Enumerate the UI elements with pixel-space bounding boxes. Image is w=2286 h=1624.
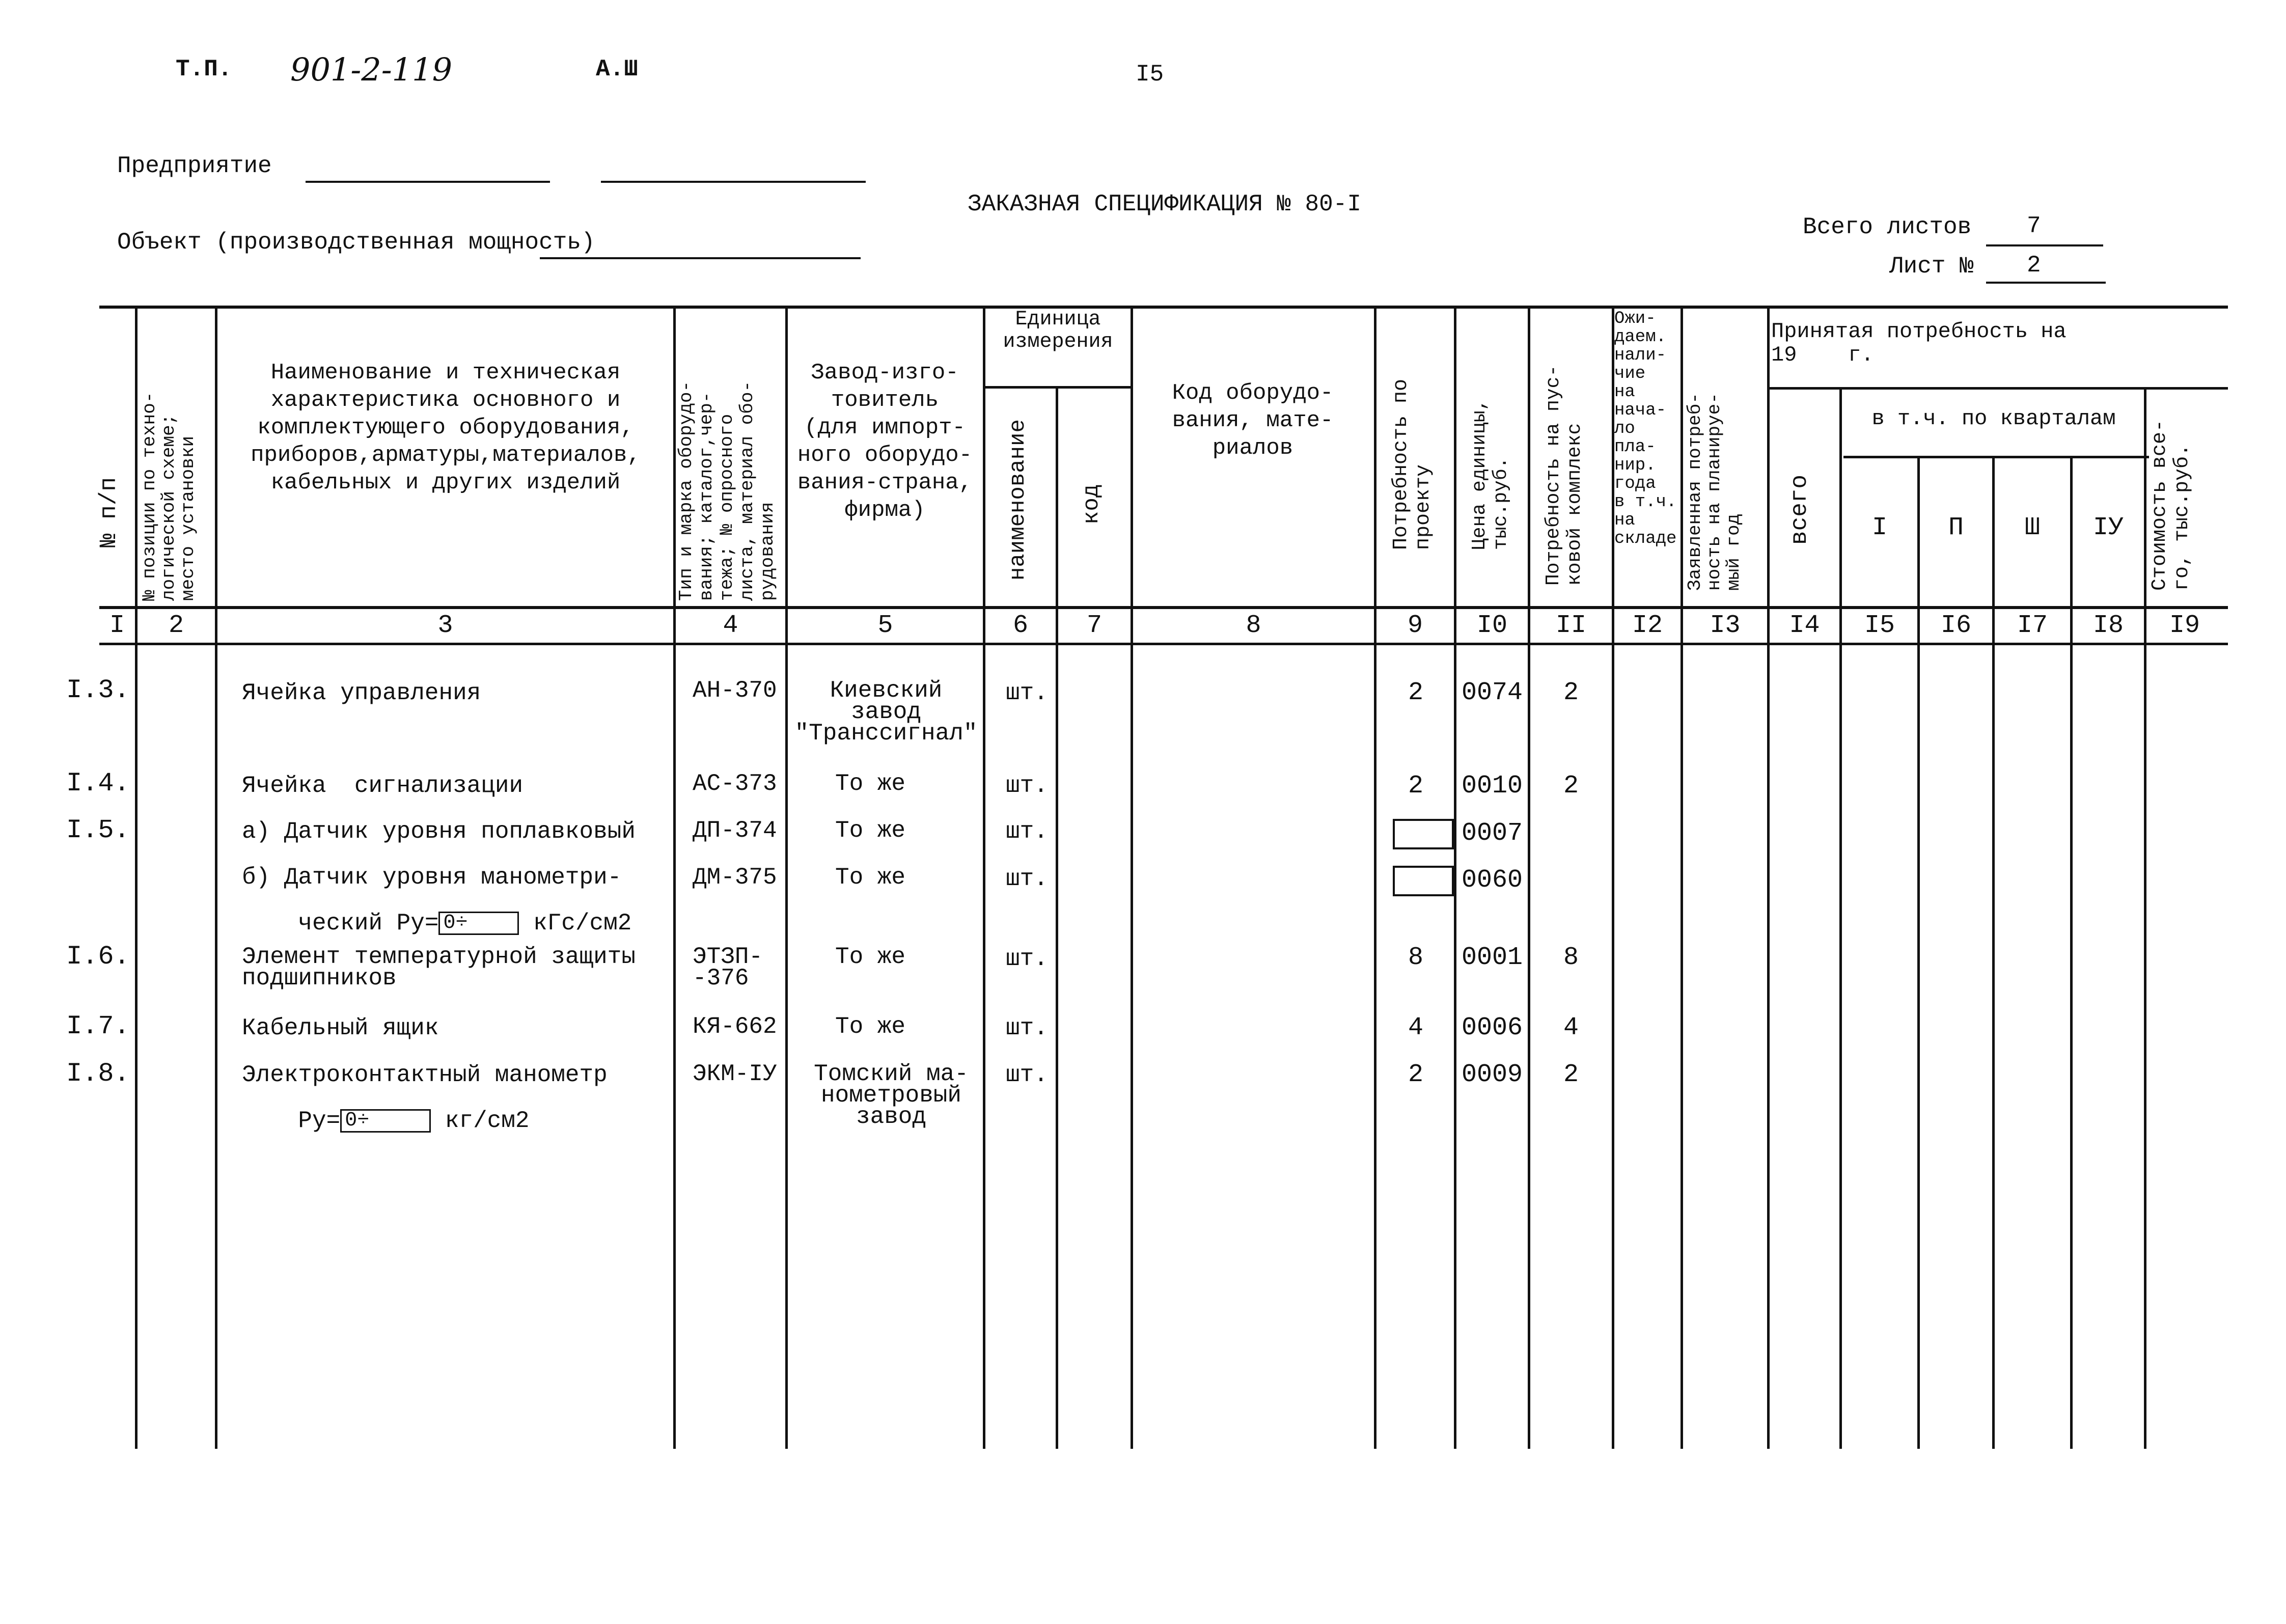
- row-2-maker: То же: [835, 770, 906, 797]
- sheet-value: 2: [2027, 252, 2041, 279]
- header-col-16: П: [1948, 513, 1964, 542]
- column-numbers-line: [99, 643, 2228, 645]
- row-3-price: 0007: [1462, 819, 1523, 848]
- row-7-price: 0009: [1462, 1060, 1523, 1089]
- total-sheets-value: 7: [2027, 213, 2041, 239]
- col-line-17: [2070, 456, 2073, 1449]
- row-6-maker: То же: [835, 1013, 906, 1040]
- colnum-4: 4: [723, 611, 738, 640]
- album-label: А.Ш: [596, 56, 638, 82]
- header-col-3: Наименование и техническая характеристика основного и комплектующего оборудования, приборов,арматуры,материалов, кабельных и других изделий: [251, 360, 641, 496]
- row-3-type: ДП-374: [693, 817, 777, 844]
- header-col-12: Ожи- даем. нали- чие на нача- ло пла- нир. года в т.ч. на складе: [1614, 309, 1677, 548]
- col-line-8: [1374, 306, 1376, 1449]
- object-label: Объект (производственная мощность): [117, 229, 595, 256]
- header-accepted-group: Принятая потребность на 19 г.: [1771, 319, 2067, 367]
- col-line-1: [135, 306, 137, 1449]
- row-6-name: Кабельный ящик: [242, 1015, 439, 1041]
- object-underline: [540, 257, 861, 259]
- spec-title: ЗАКАЗНАЯ СПЕЦИФИКАЦИЯ № 80-I: [968, 191, 1361, 217]
- row-2-price: 0010: [1462, 772, 1523, 801]
- colnum-17: I7: [2017, 611, 2048, 640]
- row-7-name-line-1: Электроконтактный манометр: [242, 1062, 608, 1088]
- sheet-label: Лист №: [1889, 253, 1974, 280]
- col-line-6: [1056, 386, 1058, 1449]
- row-1-unit: шт.: [1006, 680, 1048, 706]
- row-1-maker: Киевский завод "Транссигнал": [794, 677, 978, 747]
- header-col-8: Код оборудо- вания, мате- риалов: [1172, 380, 1334, 461]
- header-col-5: Завод-изго- товитель (для импорт- ного оборудо- вания-страна, фирма): [797, 360, 973, 523]
- colnum-11: II: [1555, 611, 1586, 640]
- col-line-10: [1528, 306, 1530, 1449]
- header-col-10: Цена единицы, тыс.руб.: [1469, 399, 1512, 550]
- row-2-launch: 2: [1563, 772, 1579, 801]
- accepted-subheader-line: [1770, 387, 2228, 390]
- col-line-12: [1681, 306, 1683, 1449]
- col-line-16: [1992, 456, 1995, 1449]
- table-top-line: [99, 306, 2228, 309]
- header-col-2: № позиции по техно- логической схеме; место установки: [139, 392, 199, 601]
- row-5-price: 0001: [1462, 943, 1523, 972]
- row-2-type: АС-373: [693, 770, 777, 797]
- row-5-unit: шт.: [1006, 946, 1048, 972]
- row-6-launch: 4: [1563, 1013, 1579, 1042]
- row-4-name-line-1: б) Датчик уровня манометри-: [242, 864, 622, 891]
- header-col-9: Потребность по проекту: [1390, 378, 1435, 550]
- header-col-7: код: [1079, 484, 1105, 525]
- col-line-14: [1839, 387, 1842, 1449]
- row-1-qty: 2: [1408, 678, 1424, 707]
- row-4-qty-box: [1393, 866, 1454, 896]
- colnum-12: I2: [1632, 611, 1663, 640]
- row-4-name-suffix: кГс/см2: [519, 910, 632, 937]
- row-6-unit: шт.: [1006, 1015, 1048, 1041]
- row-2-no: I.4.: [66, 768, 130, 799]
- row-4-name-prefix: ческий Ру=: [298, 910, 439, 937]
- row-5-qty: 8: [1408, 943, 1424, 972]
- row-1-no: I.3.: [66, 675, 130, 705]
- row-3-unit: шт.: [1006, 818, 1048, 845]
- header-bottom-line: [99, 606, 2228, 609]
- row-7-unit: шт.: [1006, 1062, 1048, 1088]
- colnum-13: I3: [1710, 611, 1741, 640]
- row-4-maker: То же: [835, 864, 906, 891]
- row-7-name-prefix: Ру=: [298, 1108, 341, 1135]
- col-line-13: [1767, 306, 1770, 1449]
- header-unit-group: Единица измерения: [1003, 308, 1113, 353]
- row-5-type: ЭТЗП- -376: [693, 944, 763, 992]
- row-6-type: КЯ-662: [693, 1013, 777, 1040]
- header-col-1: № п/п: [96, 477, 122, 547]
- enterprise-underline-2: [601, 181, 866, 183]
- row-4-pressure-box: 0÷: [438, 912, 519, 935]
- row-3-qty-box: [1393, 819, 1454, 849]
- colnum-10: I0: [1476, 611, 1507, 640]
- row-7-pressure-box: 0÷: [340, 1109, 431, 1133]
- row-2-unit: шт.: [1006, 773, 1048, 799]
- row-6-no: I.7.: [66, 1011, 130, 1041]
- row-7-no: I.8.: [66, 1059, 130, 1089]
- total-sheets-underline: [1986, 244, 2103, 246]
- row-3-no: I.5.: [66, 815, 130, 845]
- row-4-type: ДМ-375: [693, 864, 777, 891]
- colnum-8: 8: [1246, 611, 1261, 640]
- row-6-qty: 4: [1408, 1013, 1424, 1042]
- header-col-17: Ш: [2024, 513, 2040, 542]
- col-line-7: [1131, 306, 1133, 1449]
- row-7-name-suffix: кг/см2: [431, 1108, 530, 1135]
- enterprise-label: Предприятие: [117, 153, 272, 179]
- colnum-5: 5: [877, 611, 893, 640]
- col-line-4: [785, 306, 788, 1449]
- col-line-15: [1917, 456, 1920, 1449]
- col-line-5: [983, 306, 985, 1449]
- colnum-1: I: [109, 611, 125, 640]
- header-quarters-group: в т.ч. по кварталам: [1871, 406, 2116, 431]
- row-7-qty: 2: [1408, 1060, 1424, 1089]
- row-4-unit: шт.: [1006, 866, 1048, 892]
- tp-number: 901-2-119: [290, 51, 453, 88]
- col-line-9: [1454, 306, 1456, 1449]
- colnum-3: 3: [437, 611, 453, 640]
- row-2-qty: 2: [1408, 772, 1424, 801]
- colnum-7: 7: [1086, 611, 1102, 640]
- header-col-13: Заявленная потреб- ность на планируе- мый год: [1685, 393, 1744, 591]
- header-col-11: Потребность на пус- ковой комплекс: [1543, 365, 1586, 586]
- row-5-launch: 8: [1563, 943, 1579, 972]
- row-7-maker: Томский ма- нометровый завод: [814, 1061, 969, 1130]
- col-line-18: [2144, 387, 2146, 1449]
- tp-label: Т.П.: [176, 56, 232, 82]
- colnum-2: 2: [168, 611, 184, 640]
- row-5-maker: То же: [835, 944, 906, 970]
- header-col-4: Тип и марка оборудо- вания; каталог,чер- тежа; № опросного листа, материал обо- рудования: [676, 380, 778, 601]
- row-1-launch: 2: [1563, 678, 1579, 707]
- colnum-19: I9: [2169, 611, 2200, 640]
- sheet-underline: [1986, 282, 2106, 284]
- page-number: I5: [1136, 61, 1164, 88]
- colnum-15: I5: [1864, 611, 1895, 640]
- row-5-no: I.6.: [66, 942, 130, 972]
- row-2-name: Ячейка сигнализации: [242, 773, 524, 799]
- row-3-maker: То же: [835, 817, 906, 844]
- colnum-6: 6: [1012, 611, 1028, 640]
- header-col-19: Стоимость все- го, тыс.руб.: [2149, 419, 2194, 591]
- row-1-price: 0074: [1462, 678, 1523, 707]
- row-3-name: а) Датчик уровня поплавковый: [242, 818, 636, 845]
- colnum-18: I8: [2092, 611, 2124, 640]
- colnum-16: I6: [1940, 611, 1971, 640]
- row-4-price: 0060: [1462, 866, 1523, 895]
- total-sheets-label: Всего листов: [1803, 214, 1972, 240]
- row-7-name-line-2: [242, 1088, 529, 1154]
- quarters-subheader-line: [1843, 456, 2149, 458]
- enterprise-underline-1: [306, 181, 550, 183]
- row-7-type: ЭКМ-IУ: [693, 1061, 777, 1087]
- row-6-price: 0006: [1462, 1013, 1523, 1042]
- colnum-14: I4: [1789, 611, 1820, 640]
- row-1-type: АН-370: [693, 677, 777, 704]
- row-7-launch: 2: [1563, 1060, 1579, 1089]
- colnum-9: 9: [1407, 611, 1423, 640]
- header-col-18: IУ: [2092, 513, 2124, 542]
- col-line-2: [215, 306, 217, 1449]
- row-1-name: Ячейка управления: [242, 680, 481, 706]
- header-col-14: всего: [1786, 474, 1813, 545]
- row-5-name: Элемент температурной защиты подшипников: [242, 944, 636, 992]
- header-col-15: I: [1871, 513, 1887, 542]
- header-col-6: наименование: [1005, 419, 1031, 581]
